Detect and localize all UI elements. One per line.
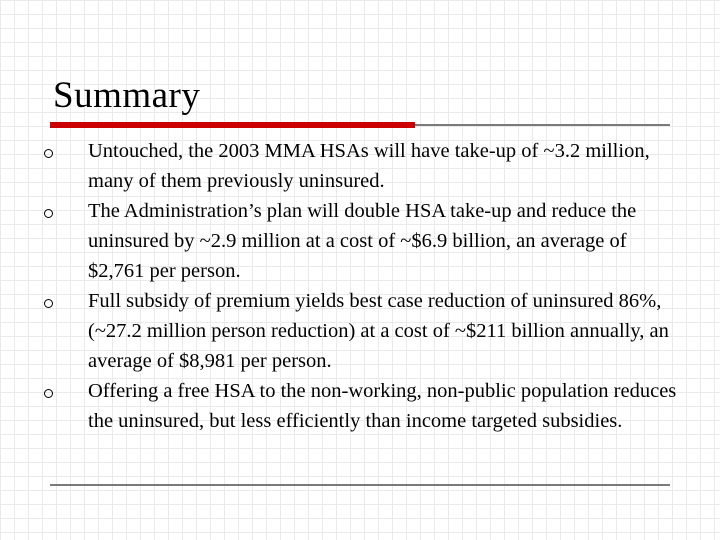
hollow-circle-bullet-icon [44,149,53,158]
bullet-text: Untouched, the 2003 MMA HSAs will have take-up of ~3.2 million, many of them previously uninsured. [88,140,650,192]
hollow-circle-bullet-icon [44,389,53,398]
bullet-text: Full subsidy of premium yields best case reduction of uninsured 86%, (~27.2 million person reduction) at a cost of ~$211 billion annually, an average of $8,981 per person. [88,290,669,372]
hollow-circle-bullet-icon [44,209,53,218]
bullet-text: Offering a free HSA to the non-working, non-public population reduces the uninsured, but less efficiently than income targeted subsidies. [88,380,677,432]
bullet-item-full-subsidy [38,286,678,376]
hollow-circle-bullet-icon [44,299,53,308]
bottom-rule [50,484,670,486]
title-accent-bar [50,122,415,128]
summary-bullet-list [38,136,678,436]
bullet-item-take-up [38,136,678,196]
bullet-item-administration-plan [38,196,678,286]
bullet-item-free-hsa [38,376,678,436]
bullet-text: The Administration’s plan will double HSA take-up and reduce the uninsured by ~2.9 million at a cost of ~$6.9 billion, an average of $2,761 per person. [88,200,637,282]
slide-title: Summary [53,75,201,116]
